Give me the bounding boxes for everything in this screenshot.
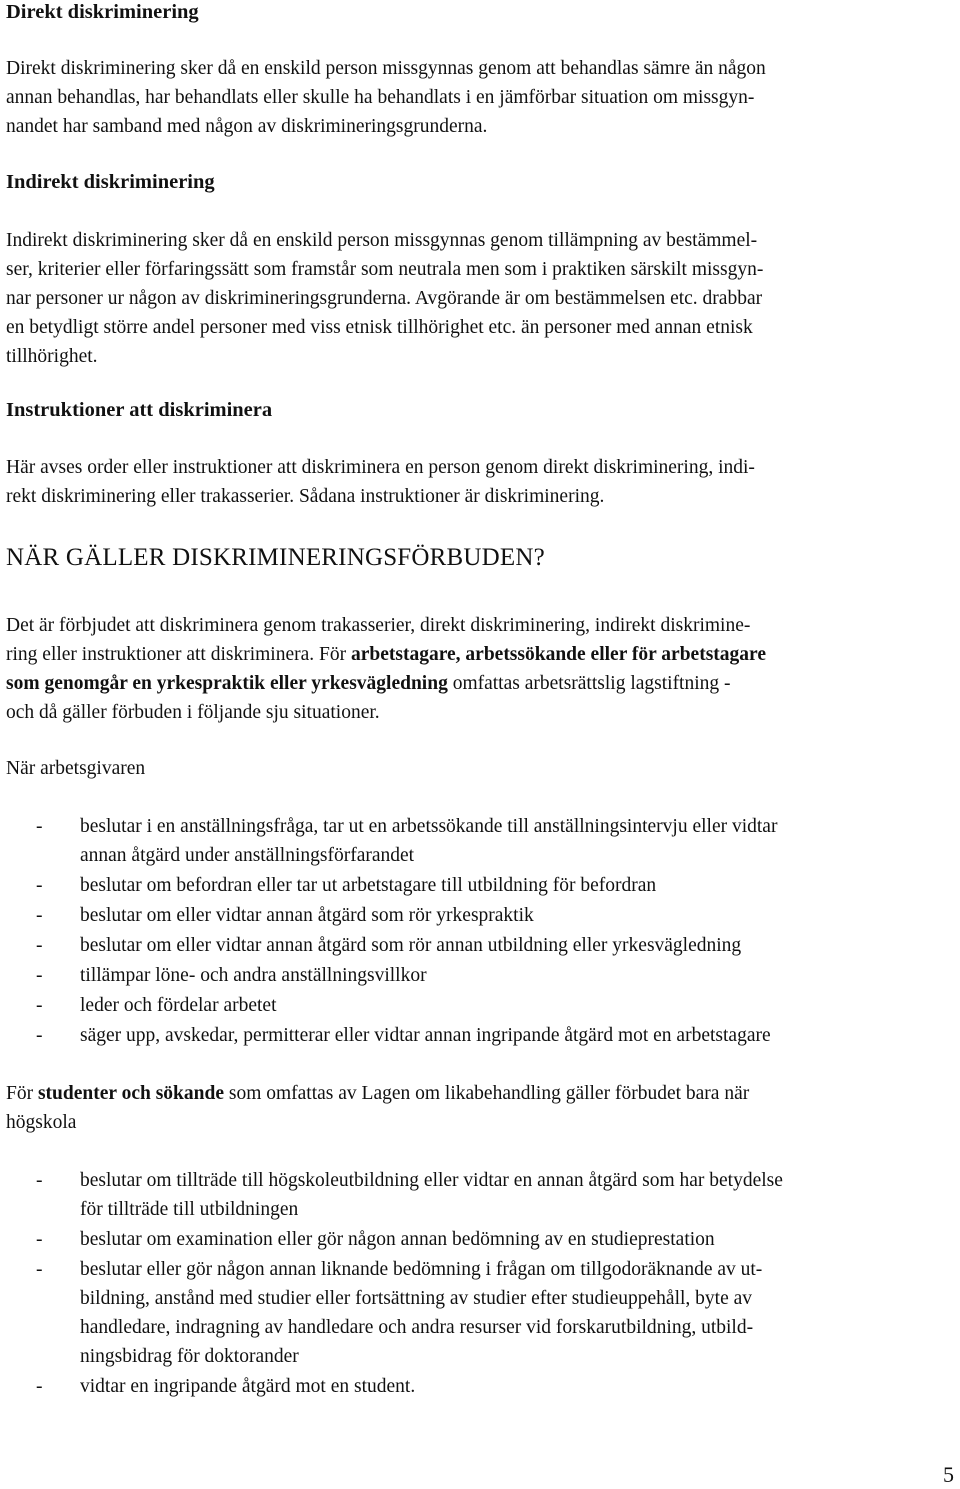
list-item-line: leder och fördelar arbetet xyxy=(80,995,277,1016)
paragraph-line: annan behandlas, har behandlats eller skulle ha behandlats i en jämförbar situation om missgyn- xyxy=(6,87,755,108)
paragraph-line: Det är förbjudet att diskriminera genom trakasserier, direkt diskriminering, indirekt diskrimine- xyxy=(6,615,751,636)
list-item-line: annan åtgärd under anställningsförfarandet xyxy=(80,845,415,866)
intro-arbetsgivaren xyxy=(6,754,956,783)
dash-bullet: - xyxy=(36,905,43,926)
intro-text: När arbetsgivaren xyxy=(6,758,146,779)
dash-bullet: - xyxy=(36,1025,43,1046)
dash-bullet: - xyxy=(36,965,43,986)
list-item xyxy=(36,1255,956,1371)
list-item-line: tillämpar löne- och andra anställningsvillkor xyxy=(80,965,427,986)
list-item xyxy=(36,901,956,930)
paragraph-line xyxy=(6,640,956,669)
paragraph-bold-text: arbetstagare, arbetssökande eller för arbetstagare xyxy=(350,644,766,665)
paragraph-bold-text: som genomgår en yrkespraktik eller yrkesvägledning xyxy=(6,673,448,694)
list-studenter xyxy=(36,1166,956,1401)
intro-line xyxy=(6,1079,956,1108)
paragraph-line: och då gäller förbuden i följande sju situationer. xyxy=(6,702,380,723)
list-item xyxy=(36,961,956,990)
dash-bullet: - xyxy=(36,1376,43,1397)
intro-studenter xyxy=(6,1079,956,1137)
paragraph-instruktioner xyxy=(6,453,956,511)
section-nar-galler xyxy=(6,543,956,573)
list-item xyxy=(36,871,956,900)
dash-bullet: - xyxy=(36,816,43,837)
paragraph-nar-galler xyxy=(6,611,956,727)
intro-bold-text: studenter och sökande xyxy=(37,1083,224,1104)
paragraph-line: Här avses order eller instruktioner att diskriminera en person genom direkt diskriminering, indi- xyxy=(6,457,755,478)
intro-line: högskola xyxy=(6,1112,77,1133)
list-item-line: beslutar i en anställningsfråga, tar ut en arbetssökande till anställningsintervju eller vidtar xyxy=(80,816,778,837)
list-item-line: säger upp, avskedar, permitterar eller vidtar annan ingripande åtgärd mot en arbetstagare xyxy=(80,1025,771,1046)
list-item-line: vidtar en ingripande åtgärd mot en student. xyxy=(80,1376,416,1397)
list-item-line: beslutar om examination eller gör någon annan bedömning av en studieprestation xyxy=(80,1229,715,1250)
list-item-line: handledare, indragning av handledare och andra resurser vid forskarutbildning, utbild- xyxy=(80,1317,754,1338)
list-item-line: för tillträde till utbildningen xyxy=(80,1199,299,1220)
dash-bullet: - xyxy=(36,935,43,956)
section-instruktioner xyxy=(6,398,956,422)
list-arbetsgivaren xyxy=(36,812,956,1050)
dash-bullet: - xyxy=(36,1229,43,1250)
heading-indirekt: Indirekt diskriminering xyxy=(6,171,215,193)
paragraph-line: Indirekt diskriminering sker då en enskild person missgynnas genom tillämpning av bestämmel- xyxy=(6,230,758,251)
section-indirekt xyxy=(6,170,956,194)
list-item xyxy=(36,812,956,870)
paragraph-line: Direkt diskriminering sker då en enskild person missgynnas genom att behandlas sämre än någon xyxy=(6,58,766,79)
list-item xyxy=(36,1166,956,1224)
list-item xyxy=(36,1372,956,1401)
list-item-line: bildning, anstånd med studier eller fortsättning av studier efter studieuppehåll, byte av xyxy=(80,1288,753,1309)
dash-bullet: - xyxy=(36,1170,43,1191)
list-item xyxy=(36,1021,956,1050)
paragraph-text: omfattas arbetsrättslig lagstiftning - xyxy=(447,673,731,694)
list-item-line: beslutar eller gör någon annan liknande bedömning i frågan om tillgodoräknande av ut- xyxy=(80,1259,763,1280)
intro-text: som omfattas av Lagen om likabehandling gäller förbudet bara när xyxy=(223,1083,750,1104)
list-item xyxy=(36,991,956,1020)
list-item-line: beslutar om befordran eller tar ut arbetstagare till utbildning för befordran xyxy=(80,875,657,896)
heading-nar-galler: NÄR GÄLLER DISKRIMINERINGSFÖRBUDEN? xyxy=(6,544,545,571)
dash-bullet: - xyxy=(36,1259,43,1280)
heading-instruktioner: Instruktioner att diskriminera xyxy=(6,399,273,421)
page-number: 5 xyxy=(943,1462,954,1487)
paragraph-direkt xyxy=(6,54,956,141)
paragraph-line xyxy=(6,669,956,698)
intro-text: För xyxy=(6,1083,38,1104)
list-item-line: beslutar om eller vidtar annan åtgärd som rör yrkespraktik xyxy=(80,905,534,926)
paragraph-indirekt xyxy=(6,226,956,371)
paragraph-line: rekt diskriminering eller trakasserier. Sådana instruktioner är diskriminering. xyxy=(6,486,605,507)
paragraph-line: ser, kriterier eller förfaringssätt som framstår som neutrala men som i praktiken särskilt missgyn- xyxy=(6,259,764,280)
list-item-line: beslutar om tillträde till högskoleutbildning eller vidtar en annan åtgärd som har betydelse xyxy=(80,1170,783,1191)
heading-direkt: Direkt diskriminering xyxy=(6,1,199,23)
section-direkt xyxy=(6,0,956,24)
list-item-line: ningsbidrag för doktorander xyxy=(80,1346,299,1367)
paragraph-text: ring eller instruktioner att diskriminera. För xyxy=(6,644,351,665)
list-item xyxy=(36,1225,956,1254)
list-item xyxy=(36,931,956,960)
dash-bullet: - xyxy=(36,875,43,896)
paragraph-line: nar personer ur någon av diskrimineringsgrunderna. Avgörande är om bestämmelsen etc. drabbar xyxy=(6,288,763,309)
list-item-line: beslutar om eller vidtar annan åtgärd som rör annan utbildning eller yrkesvägledning xyxy=(80,935,742,956)
paragraph-line: tillhörighet. xyxy=(6,346,98,367)
paragraph-line: nandet har samband med någon av diskrimineringsgrunderna. xyxy=(6,116,488,137)
dash-bullet: - xyxy=(36,995,43,1016)
paragraph-line: en betydligt större andel personer med viss etnisk tillhörighet etc. än personer med annan etnisk xyxy=(6,317,753,338)
